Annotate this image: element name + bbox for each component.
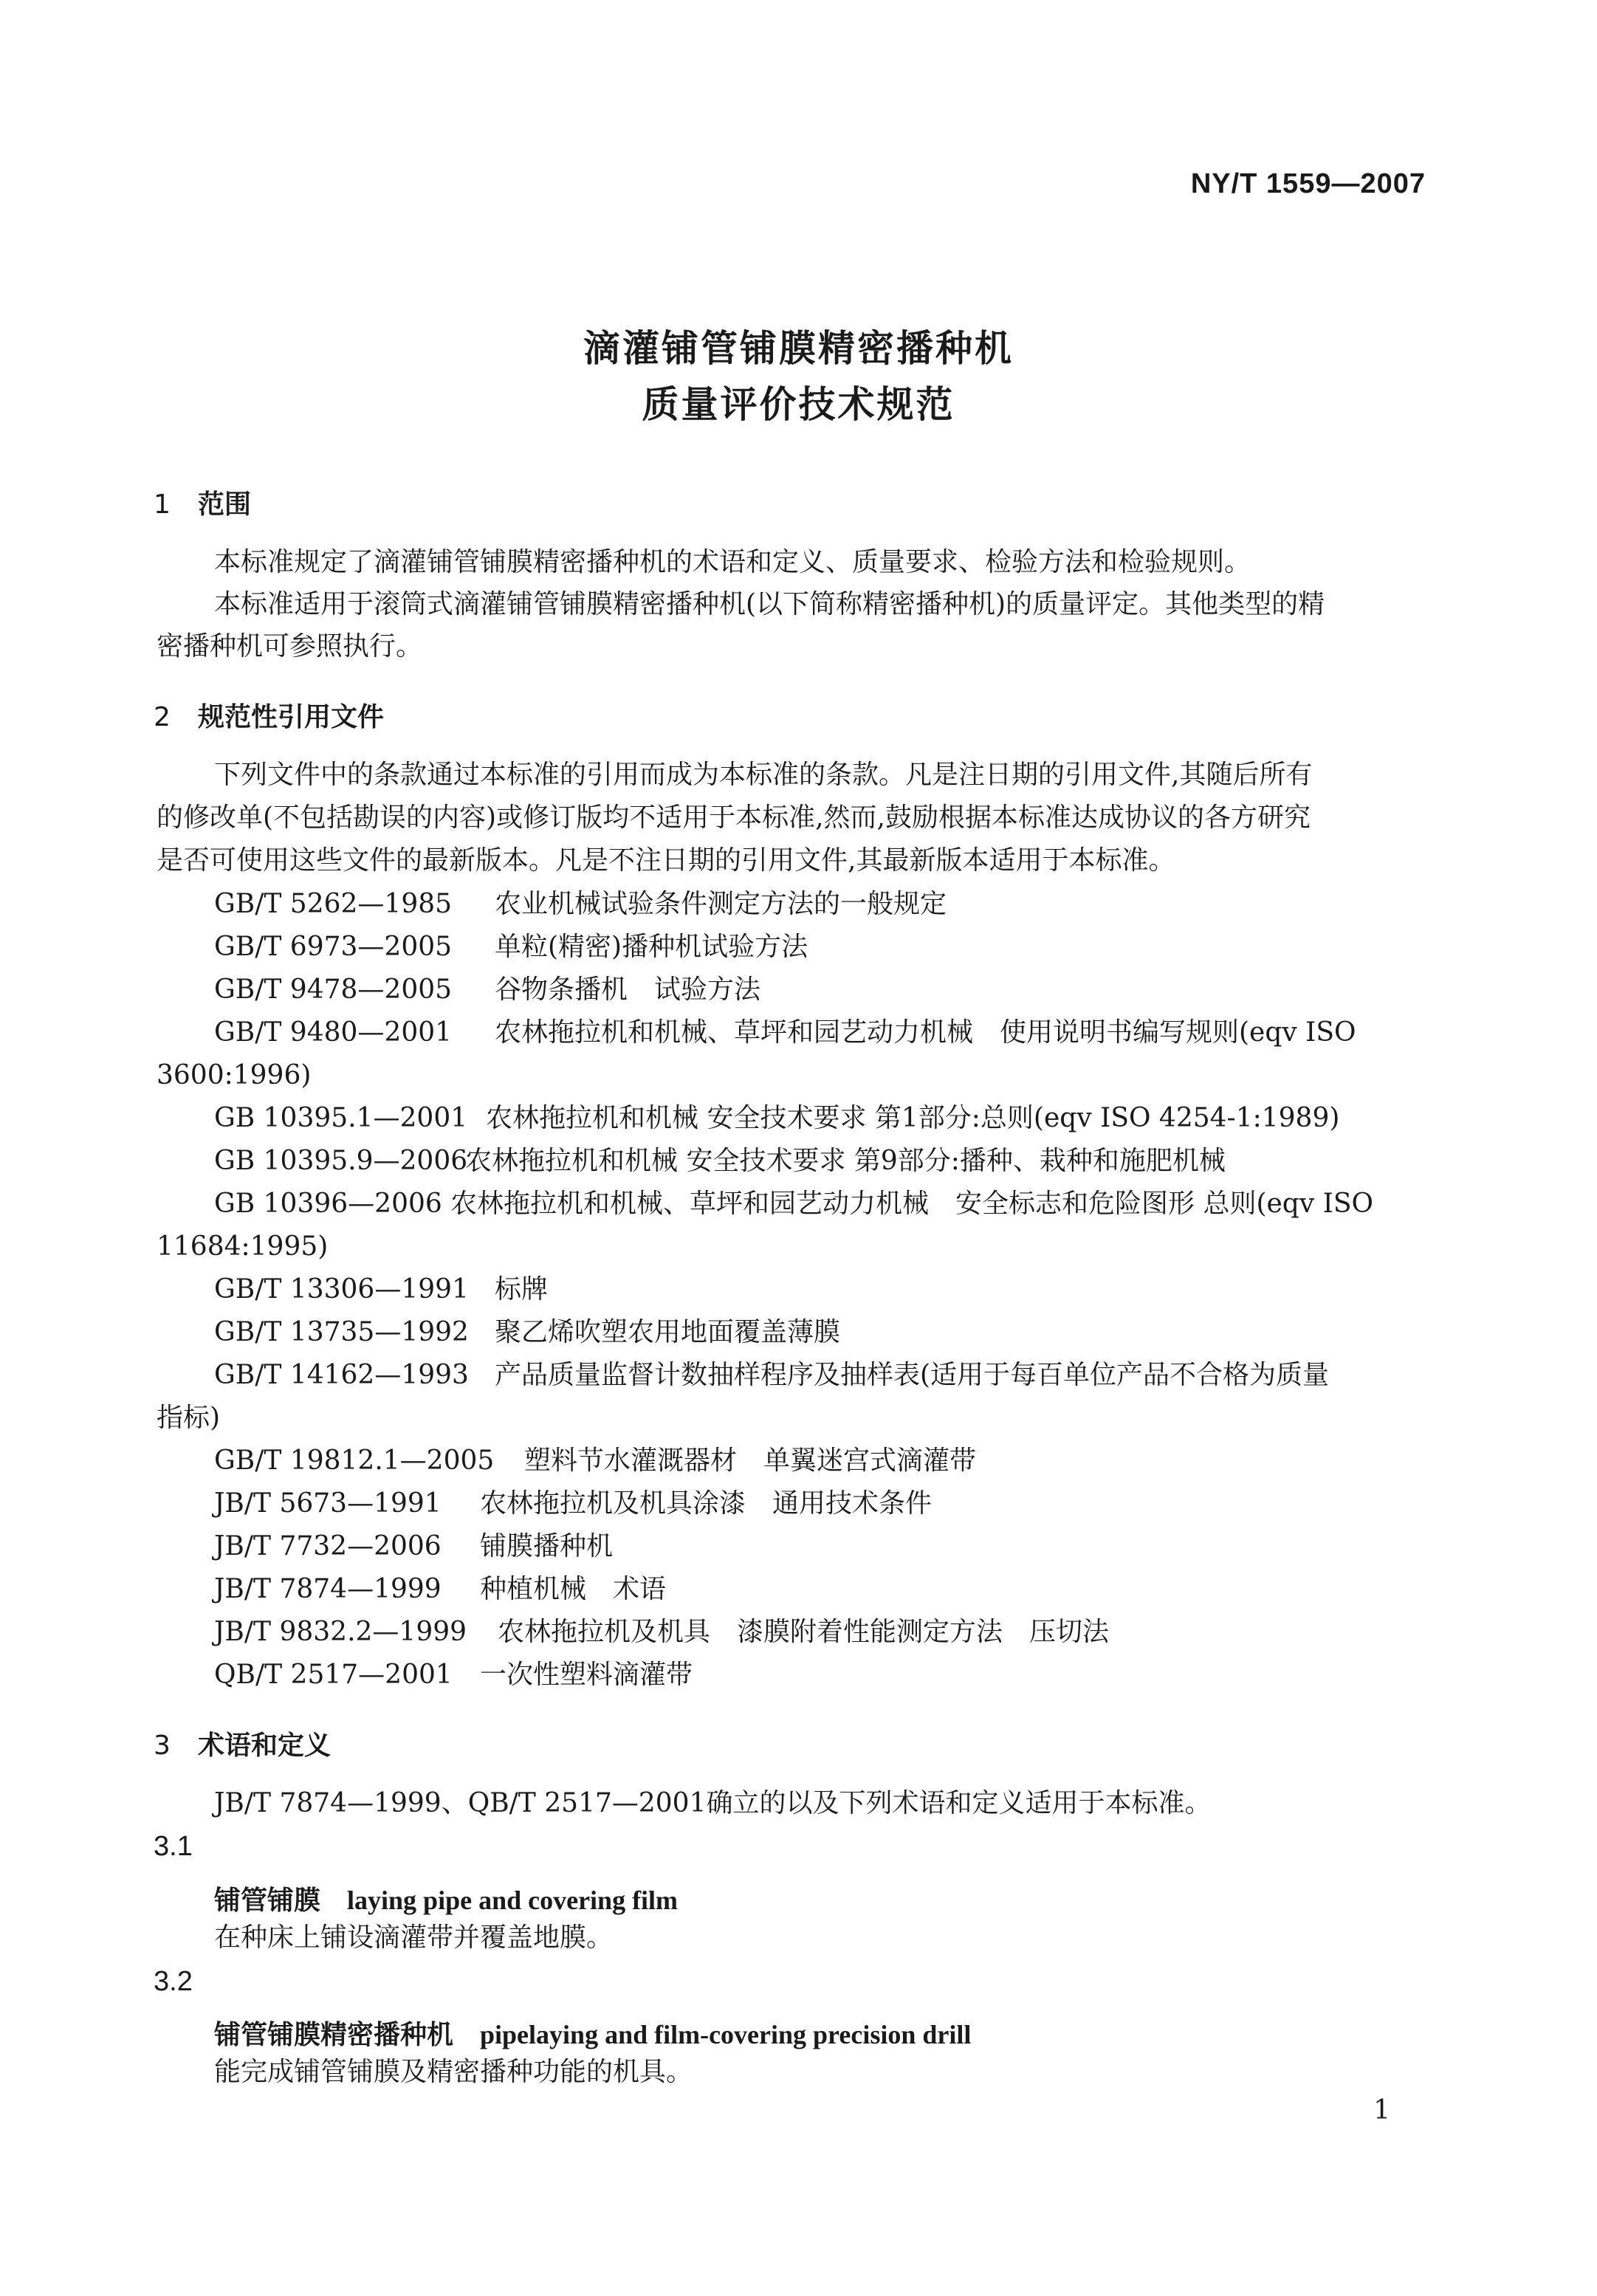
document-title-line1: 滴灌铺管铺膜精密播种机 xyxy=(583,327,1014,370)
reference-title: 农林拖拉机和机械 安全技术要求 第1部分:总则(eqv ISO 4254-1:1989) xyxy=(486,1103,1340,1133)
section-number: 1 xyxy=(154,489,171,520)
reference-item xyxy=(214,1611,1109,1654)
term-english: laying pipe and covering film xyxy=(347,1886,679,1915)
reference-title: 农林拖拉机及机具涂漆 通用技术条件 xyxy=(480,1488,933,1519)
paragraph-continuation: 密播种机可参照执行。 xyxy=(157,631,423,661)
reference-code: JB/T 7732—2006 xyxy=(214,1531,442,1561)
reference-item xyxy=(214,1654,693,1697)
term-definition: 在种床上铺设滴灌带并覆盖地膜。 xyxy=(214,1922,614,1953)
reference-item xyxy=(214,926,808,969)
reference-code: GB/T 13306—1991 xyxy=(214,1274,469,1305)
reference-code: GB/T 9480—2001 xyxy=(214,1017,453,1048)
reference-code: JB/T 7874—1999 xyxy=(214,1574,442,1604)
reference-item xyxy=(214,1482,932,1525)
reference-item xyxy=(214,1525,613,1568)
reference-code: GB/T 6973—2005 xyxy=(214,932,453,962)
reference-code: JB/T 5673—1991 xyxy=(214,1488,442,1519)
reference-title: 标牌 xyxy=(495,1274,549,1305)
reference-title: 一次性塑料滴灌带 xyxy=(480,1660,693,1690)
reference-code: GB/T 5262—1985 xyxy=(214,889,453,919)
section-title: 规范性引用文件 xyxy=(198,702,385,732)
reference-code: JB/T 9832.2—1999 xyxy=(214,1617,467,1647)
term-entry xyxy=(214,1880,678,1917)
document-title-line2: 质量评价技术规范 xyxy=(642,383,955,426)
reference-item xyxy=(214,969,760,1011)
term-entry xyxy=(214,2014,971,2052)
reference-item xyxy=(214,1354,1329,1397)
reference-title: 单粒(精密)播种机试验方法 xyxy=(495,932,808,962)
paragraph-continuation: 的修改单(不包括勘误的内容)或修订版均不适用于本标准,然而,鼓励根据本标准达成协议的各方研究 xyxy=(157,802,1311,833)
reference-item xyxy=(214,1568,666,1611)
standard-code: NY/T 1559—2007 xyxy=(1190,168,1426,199)
reference-title: 农业机械试验条件测定方法的一般规定 xyxy=(495,889,947,919)
paragraph: 下列文件中的条款通过本标准的引用而成为本标准的条款。凡是注日期的引用文件,其随后所有 xyxy=(214,760,1313,790)
section-number: 3 xyxy=(154,1730,171,1761)
paragraph: 本标准适用于滚筒式滴灌铺管铺膜精密播种机(以下简称精密播种机)的质量评定。其他类型的精 xyxy=(214,589,1325,619)
paragraph: 本标准规定了滴灌铺管铺膜精密播种机的术语和定义、质量要求、检验方法和检验规则。 xyxy=(214,547,1251,577)
reference-code: GB/T 14162—1993 xyxy=(214,1360,469,1390)
term-number: 3.1 xyxy=(154,1831,193,1862)
reference-item xyxy=(214,1011,1356,1054)
reference-code: GB 10396—2006 xyxy=(214,1189,442,1219)
reference-title: 产品质量监督计数抽样程序及抽样表(适用于每百单位产品不合格为质量 xyxy=(495,1360,1330,1390)
reference-title: 农林拖拉机及机具 漆膜附着性能测定方法 压切法 xyxy=(498,1617,1110,1647)
reference-code: GB 10395.9—2006 xyxy=(214,1146,468,1176)
term-definition: 能完成铺管铺膜及精密播种功能的机具。 xyxy=(214,2057,693,2087)
reference-item xyxy=(214,1311,840,1354)
reference-title: 聚乙烯吹塑农用地面覆盖薄膜 xyxy=(495,1317,841,1347)
term-chinese: 铺管铺膜 xyxy=(214,1886,321,1916)
section-title: 术语和定义 xyxy=(198,1730,332,1761)
paragraph-continuation: 是否可使用这些文件的最新版本。凡是不注日期的引用文件,其最新版本适用于本标准。 xyxy=(157,845,1175,876)
reference-title: 农林拖拉机和机械、草坪和园艺动力机械 使用说明书编写规则(eqv ISO xyxy=(495,1017,1356,1048)
reference-item xyxy=(214,1097,1339,1140)
reference-item xyxy=(214,1140,1226,1183)
reference-item xyxy=(214,1440,976,1482)
section-title: 范围 xyxy=(198,489,252,520)
reference-title: 塑料节水灌溉器材 单翼迷宫式滴灌带 xyxy=(524,1446,977,1476)
reference-item xyxy=(214,1268,548,1311)
reference-continuation: 指标) xyxy=(157,1403,221,1433)
paragraph: JB/T 7874—1999、QB/T 2517—2001确立的以及下列术语和定义适用于本标准。 xyxy=(214,1788,1212,1818)
section-2-heading xyxy=(154,696,384,734)
term-number: 3.2 xyxy=(154,1966,193,1997)
reference-item xyxy=(214,883,947,926)
section-1-heading xyxy=(154,484,251,521)
reference-code: GB/T 13735—1992 xyxy=(214,1317,469,1347)
reference-item xyxy=(214,1183,1373,1226)
reference-code: QB/T 2517—2001 xyxy=(214,1660,453,1690)
reference-title: 农林拖拉机和机械、草坪和园艺动力机械 安全标志和危险图形 总则(eqv ISO xyxy=(450,1189,1374,1219)
reference-continuation: 11684:1995) xyxy=(157,1231,329,1262)
reference-title: 谷物条播机 试验方法 xyxy=(495,975,761,1005)
reference-title: 种植机械 术语 xyxy=(480,1574,667,1604)
reference-code: GB/T 19812.1—2005 xyxy=(214,1446,495,1476)
term-english: pipelaying and film-covering precision drill xyxy=(480,2020,972,2049)
reference-title: 农林拖拉机和机械 安全技术要求 第9部分:播种、栽种和施肥机械 xyxy=(465,1146,1226,1176)
reference-title: 铺膜播种机 xyxy=(480,1531,614,1561)
term-chinese: 铺管铺膜精密播种机 xyxy=(214,2020,454,2050)
page-number: 1 xyxy=(1373,2095,1390,2125)
reference-code: GB/T 9478—2005 xyxy=(214,975,453,1005)
section-3-heading xyxy=(154,1725,331,1762)
section-number: 2 xyxy=(154,702,171,732)
reference-code: GB 10395.1—2001 xyxy=(214,1103,468,1133)
reference-continuation: 3600:1996) xyxy=(157,1060,312,1090)
